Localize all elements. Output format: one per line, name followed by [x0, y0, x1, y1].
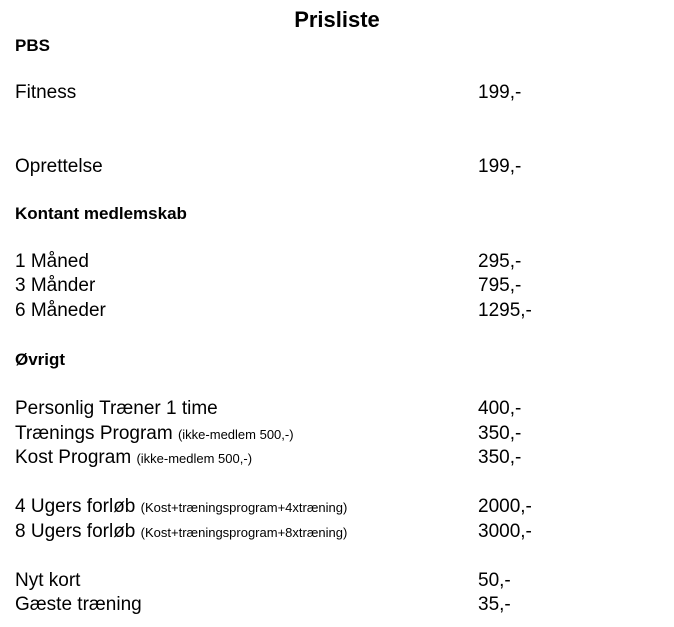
price-row-value: 2000,-: [478, 496, 532, 517]
price-row-nyt-kort: [15, 569, 655, 593]
price-row-4-ugers-forlob: [15, 495, 655, 519]
price-row-value: 795,-: [478, 275, 522, 296]
price-row-label: Gæste træning: [15, 594, 142, 615]
price-row-label: Oprettelse: [15, 156, 103, 177]
price-row-note: (Kost+træningsprogram+8xtræning): [140, 525, 348, 540]
section-heading-pbs: PBS: [15, 36, 50, 55]
price-row-oprettelse: [15, 155, 655, 179]
page-title: Prisliste: [294, 7, 380, 32]
price-row-label: 6 Måneder: [15, 300, 106, 321]
price-row-value: 400,-: [478, 398, 522, 419]
price-row-label: 8 Ugers forløb: [15, 521, 136, 542]
price-row-value: 199,-: [478, 156, 522, 177]
price-row-value: 199,-: [478, 82, 522, 103]
price-row-label: 4 Ugers forløb: [15, 496, 136, 517]
price-row-3-mander: [15, 274, 655, 298]
price-row-value: 350,-: [478, 423, 522, 444]
price-row-8-ugers-forlob: [15, 520, 655, 544]
price-row-traenings-program: [15, 422, 655, 446]
price-row-label: Nyt kort: [15, 570, 81, 591]
price-row-fitness: [15, 81, 655, 105]
price-row-label: Personlig Træner 1 time: [15, 398, 218, 419]
price-row-1-maned: [15, 250, 655, 274]
price-row-personlig-traener: [15, 397, 655, 421]
section-heading-kontant-medlemskab: Kontant medlemskab: [15, 204, 187, 223]
price-row-label: 3 Månder: [15, 275, 96, 296]
price-row-value: 350,-: [478, 447, 522, 468]
price-row-gaeste-traening: [15, 593, 655, 617]
price-row-kost-program: [15, 446, 655, 470]
section-heading-ovrigt: Øvrigt: [15, 350, 66, 369]
price-row-note: (Kost+træningsprogram+4xtræning): [140, 500, 348, 515]
price-row-value: 3000,-: [478, 521, 532, 542]
price-row-label: Fitness: [15, 82, 77, 103]
price-row-value: 50,-: [478, 570, 511, 591]
price-row-label: Trænings Program: [15, 423, 173, 444]
price-row-label: 1 Måned: [15, 251, 89, 272]
price-row-6-maneder: [15, 299, 655, 323]
price-row-note: (ikke-medlem 500,-): [177, 427, 294, 442]
price-row-value: 35,-: [478, 594, 511, 615]
price-row-value: 295,-: [478, 251, 522, 272]
price-row-value: 1295,-: [478, 300, 532, 321]
price-row-label: Kost Program: [15, 447, 132, 468]
price-row-note: (ikke-medlem 500,-): [136, 451, 253, 466]
